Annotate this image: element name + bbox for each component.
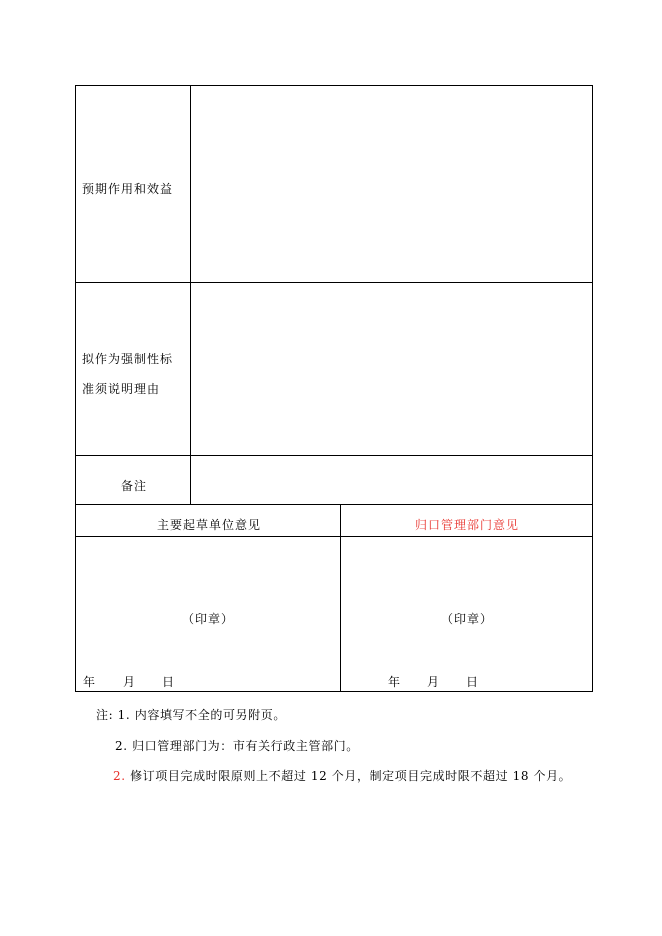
- date-day-right: 日: [466, 675, 480, 689]
- note-line-3: [113, 767, 571, 784]
- seal-right: （印章）: [441, 612, 494, 626]
- remarks-label: 备注: [121, 479, 148, 493]
- mandatory-reason-label-line1: 拟作为强制性标: [82, 352, 174, 366]
- note-2-number: 2.: [115, 739, 128, 753]
- drafting-unit-opinion-label: 主要起草单位意见: [157, 518, 262, 532]
- table-border-bottom: [75, 691, 593, 692]
- note-line-1: [96, 706, 286, 723]
- remarks-field[interactable]: [191, 456, 592, 504]
- note-2-text: 归口管理部门为：市有关行政主管部门。: [132, 739, 359, 753]
- date-day-left: 日: [162, 675, 176, 689]
- date-year-left: 年: [83, 675, 97, 689]
- mandatory-reason-label-line2: 准须说明理由: [82, 382, 161, 396]
- mandatory-reason-field[interactable]: [191, 283, 592, 455]
- note-3-text: 修订项目完成时限原则上不超过 12 个月，制定项目完成时限不超过 18 个月。: [130, 769, 572, 783]
- date-month-left: 月: [123, 675, 137, 689]
- note-3-number: 2.: [113, 769, 126, 783]
- expected-effect-label: 预期作用和效益: [82, 182, 174, 196]
- date-month-right: 月: [427, 675, 441, 689]
- table-border-right: [592, 85, 593, 692]
- note-1-text: 内容填写不全的可另附页。: [134, 708, 286, 722]
- note-line-2: [115, 737, 359, 754]
- row-divider-3: [75, 504, 593, 505]
- seal-left: （印章）: [182, 612, 235, 626]
- management-dept-opinion-label: 归口管理部门意见: [415, 518, 520, 532]
- date-year-right: 年: [388, 675, 402, 689]
- note-1-number: 1.: [117, 708, 131, 722]
- note-prefix: 注:: [96, 708, 114, 722]
- expected-effect-field[interactable]: [191, 86, 592, 282]
